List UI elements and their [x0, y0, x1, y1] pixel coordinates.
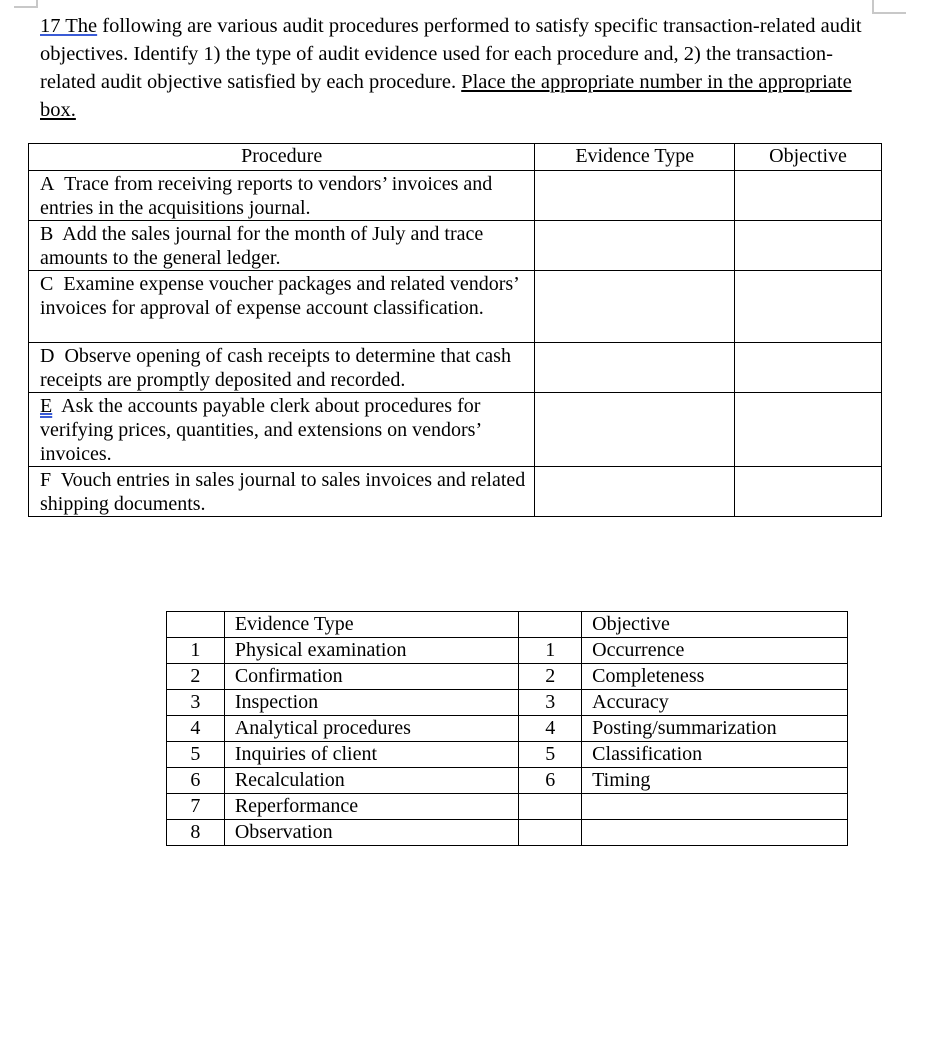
objective-answer-box[interactable]: [735, 171, 882, 221]
answer-key-table: [166, 611, 848, 846]
objective-number: 4: [519, 716, 582, 742]
key-row: [167, 768, 848, 794]
evidence-label: Confirmation: [224, 664, 519, 690]
evidence-number: 3: [167, 690, 225, 716]
procedure-text: Vouch entries in sales journal to sales invoices and related shipping documents.: [40, 469, 526, 515]
evidence-label: Physical examination: [224, 638, 519, 664]
key-row: [167, 638, 848, 664]
question-instruction: Place the appropriate number in the appropriate box.: [40, 71, 852, 121]
procedure-row-d: [29, 343, 882, 393]
objective-number: 6: [519, 768, 582, 794]
evidence-type-answer-box[interactable]: [535, 467, 735, 517]
objective-label: Accuracy: [582, 690, 848, 716]
objective-answer-box[interactable]: [735, 271, 882, 343]
objective-answer-box[interactable]: [735, 467, 882, 517]
objective-label: Classification: [582, 742, 848, 768]
procedure-letter: D: [40, 345, 55, 367]
procedure-table: [28, 143, 882, 517]
evidence-label: Inquiries of client: [224, 742, 519, 768]
procedure-row-c: [29, 271, 882, 343]
objective-number: 2: [519, 664, 582, 690]
procedure-letter: E: [40, 395, 53, 417]
question-body: following are various audit procedures performed to satisfy specific transaction-related audit objectives. Identify 1) the type of audit evidence used for each procedure and, 2) the transaction-related audit objective satisfied by each procedure.: [40, 15, 862, 93]
objective-label: Completeness: [582, 664, 848, 690]
key-header-row: [167, 612, 848, 638]
evidence-number: 6: [167, 768, 225, 794]
objective-label: Posting/summarization: [582, 716, 848, 742]
question-number: 17 The: [40, 15, 98, 37]
procedure-row-b: [29, 221, 882, 271]
header-objective: Objective: [735, 144, 882, 171]
objective-answer-box[interactable]: [735, 221, 882, 271]
evidence-number: 7: [167, 794, 225, 820]
objective-label: Occurrence: [582, 638, 848, 664]
evidence-number: 8: [167, 820, 225, 846]
key-row: [167, 794, 848, 820]
procedure-row-e: [29, 393, 882, 467]
procedure-cell: [29, 467, 535, 517]
evidence-label: Observation: [224, 820, 519, 846]
procedure-cell: [29, 221, 535, 271]
evidence-label: Analytical procedures: [224, 716, 519, 742]
key-evidence-header: Evidence Type: [224, 612, 519, 638]
procedure-cell: [29, 171, 535, 221]
procedure-text: Observe opening of cash receipts to determine that cash receipts are promptly deposited and recorded.: [40, 345, 511, 391]
procedure-letter: F: [40, 469, 52, 491]
evidence-type-answer-box[interactable]: [535, 271, 735, 343]
evidence-number: 4: [167, 716, 225, 742]
evidence-type-answer-box[interactable]: [535, 343, 735, 393]
key-row: [167, 820, 848, 846]
evidence-type-answer-box[interactable]: [535, 393, 735, 467]
evidence-label: Recalculation: [224, 768, 519, 794]
evidence-number: 1: [167, 638, 225, 664]
objective-answer-box[interactable]: [735, 393, 882, 467]
evidence-label: Inspection: [224, 690, 519, 716]
question-text: [40, 12, 880, 124]
procedure-text: Ask the accounts payable clerk about procedures for verifying prices, quantities, and extensions on vendors’ invoices.: [40, 395, 481, 465]
procedure-row-a: [29, 171, 882, 221]
header-procedure: Procedure: [29, 144, 535, 171]
procedure-cell: [29, 393, 535, 467]
evidence-type-answer-box[interactable]: [535, 221, 735, 271]
objective-number: 3: [519, 690, 582, 716]
procedure-text: Add the sales journal for the month of July and trace amounts to the general ledger.: [40, 223, 484, 269]
procedure-table-header: [29, 144, 882, 171]
procedure-letter: A: [40, 173, 55, 195]
page-corner-mark-left: [14, 0, 38, 8]
procedure-letter: C: [40, 273, 54, 295]
key-row: [167, 664, 848, 690]
objective-label: Timing: [582, 768, 848, 794]
key-row: [167, 716, 848, 742]
key-row: [167, 742, 848, 768]
evidence-type-answer-box[interactable]: [535, 171, 735, 221]
procedure-row-f: [29, 467, 882, 517]
key-row: [167, 690, 848, 716]
evidence-number: 2: [167, 664, 225, 690]
procedure-text: Examine expense voucher packages and related vendors’ invoices for approval of expense account classification.: [40, 273, 519, 319]
procedure-cell: [29, 271, 535, 343]
objective-number: 5: [519, 742, 582, 768]
objective-number: 1: [519, 638, 582, 664]
procedure-cell: [29, 343, 535, 393]
procedure-text: Trace from receiving reports to vendors’ invoices and entries in the acquisitions journal.: [40, 173, 493, 219]
procedure-letter: B: [40, 223, 54, 245]
objective-answer-box[interactable]: [735, 343, 882, 393]
evidence-label: Reperformance: [224, 794, 519, 820]
key-objective-header: Objective: [582, 612, 848, 638]
header-evidence-type: Evidence Type: [535, 144, 735, 171]
evidence-number: 5: [167, 742, 225, 768]
